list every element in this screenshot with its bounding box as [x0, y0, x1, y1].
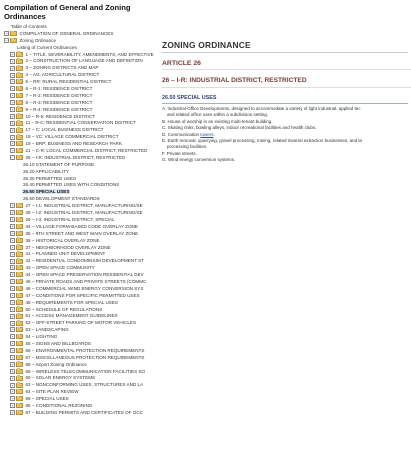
toc-item-label: 18 – VC: VILLAGE COMMERCIAL DISTRICT: [25, 134, 119, 140]
folder-icon: [16, 252, 23, 257]
expand-icon: [16, 190, 21, 195]
toc-item-label: 47 – CONDITIONS FOR SPECIFIC PERMITTED USES: [25, 292, 140, 298]
toc-item-label: 41 – PLANNED UNIT DEVELOPMENT: [25, 251, 106, 257]
expand-icon[interactable]: +: [11, 382, 14, 388]
toc-item[interactable]: [4, 341, 156, 348]
toc-item[interactable]: [4, 265, 156, 272]
toc-item[interactable]: [4, 300, 156, 307]
toc-item[interactable]: [4, 24, 156, 31]
expand-icon[interactable]: +: [11, 106, 14, 112]
toc-item-label: COMPILATION OF GENERAL ORDINANCES: [19, 30, 114, 36]
expand-icon[interactable]: +: [11, 396, 14, 402]
toc-item[interactable]: [4, 31, 156, 38]
toc-item[interactable]: [4, 362, 156, 369]
toc-item[interactable]: [4, 72, 156, 79]
toc-item[interactable]: [4, 107, 156, 114]
expand-icon: [4, 24, 9, 29]
toc-item-label: 45 – PRIVATE ROADS AND PRIVATE STREETS (COMMC: [25, 278, 147, 284]
expand-icon[interactable]: +: [11, 127, 14, 133]
expand-icon[interactable]: +: [11, 327, 14, 333]
toc-item[interactable]: [4, 272, 156, 279]
toc-item-label: 42 – RESIDENTIAL CONDOMINIUM DEVELOPMENT ST: [25, 258, 144, 264]
toc-item-label: 29 – I-3: INDUSTRIAL DISTRICT, SPECIAL: [25, 216, 115, 222]
expand-icon[interactable]: +: [11, 113, 14, 119]
toc-item[interactable]: [4, 79, 156, 86]
expand-icon[interactable]: +: [11, 389, 14, 395]
toc-item-label: 6 – R-1: RESIDENCE DISTRICT: [25, 86, 93, 92]
folder-icon: [16, 93, 23, 98]
expand-icon[interactable]: +: [11, 65, 14, 71]
toc-item[interactable]: [4, 65, 156, 72]
expand-icon[interactable]: +: [11, 279, 14, 285]
toc-item-label: 59 – WIRELESS TELECOMMUNICATION FACILITIES SO: [25, 368, 146, 374]
expand-icon: [16, 197, 21, 202]
folder-icon: [16, 148, 23, 153]
toc-item-label: 60 – SOLAR ENERGY SYSTEMS: [25, 375, 96, 381]
expand-icon: [16, 183, 21, 188]
folder-icon: [16, 272, 23, 277]
toc-item-label: 10 – R-5: RESIDENCE DISTRICT: [25, 113, 95, 119]
toc-item[interactable]: [4, 258, 156, 265]
subsection-heading: 26.50 SPECIAL USES: [162, 95, 408, 104]
expand-icon[interactable]: +: [11, 341, 14, 347]
toc-item-label: Table of Contents: [11, 24, 47, 29]
document-page: [162, 40, 411, 164]
toc-item-label: 27 – I-1: INDUSTRIAL DISTRICT, MANUFACTURING/SE: [25, 203, 143, 209]
folder-icon: [16, 279, 23, 284]
folder-icon: [16, 396, 23, 401]
expand-icon[interactable]: +: [11, 306, 14, 312]
toc-item[interactable]: [4, 169, 156, 176]
folder-icon: [16, 238, 23, 243]
folder-icon: [16, 52, 23, 57]
toc-item-label: 43 – OPEN SPACE COMMUNITY: [25, 265, 95, 271]
toc-item-label: 34 – VILLAGE FORM-BASED CODE OVERLAY ZONE: [25, 223, 138, 229]
toc-item[interactable]: [4, 286, 156, 293]
toc-item[interactable]: [4, 114, 156, 121]
special-use-text: E. Earth removal, quarrying, gravel processing, mining, related mineral extraction businesses, and la: [162, 138, 362, 144]
toc-item-label: 11 – R-C: RESIDENTIAL CONSERVATION DISTRICT: [25, 120, 136, 126]
toc-item-label: 55 – SIGNS AND BILLBOARDS: [25, 340, 91, 346]
folder-icon: [16, 321, 23, 326]
toc-item[interactable]: [4, 217, 156, 224]
special-use-text-end: .: [213, 131, 215, 137]
toc-item[interactable]: [4, 134, 156, 141]
folder-icon: [16, 135, 23, 140]
toc-item-label: 9 – R-4: RESIDENCE DISTRICT: [25, 106, 93, 112]
toc-item[interactable]: [4, 127, 156, 134]
expand-icon[interactable]: +: [11, 299, 14, 305]
folder-icon: [16, 217, 23, 222]
toc-item-label: 26.60 DEVELOPMENT STANDARDS: [23, 196, 100, 202]
section-heading: 26 – I-R: INDUSTRIAL DISTRICT, RESTRICTED: [162, 77, 411, 88]
expand-icon[interactable]: +: [11, 231, 14, 236]
special-use-item: [162, 106, 411, 119]
expand-icon[interactable]: +: [11, 368, 14, 374]
toc-item-label: 7 – R-2: RESIDENCE DISTRICT: [25, 92, 93, 98]
expand-icon[interactable]: +: [11, 58, 14, 64]
toc-item-label: 50 – SCHEDULE OF REGULATIONS: [25, 306, 103, 312]
toc-item[interactable]: [4, 93, 156, 100]
folder-icon: [16, 210, 23, 215]
folder-icon: [16, 403, 23, 408]
toc-item-label: 1 – TITLE, SEVERABILITY, AMENDMENTS, AND EFFECTIVE: [25, 51, 154, 57]
folder-icon: [16, 231, 23, 236]
toc-item-label: 66 – CONDITIONAL REZONING: [25, 402, 93, 408]
expand-icon[interactable]: +: [11, 134, 14, 140]
expand-icon[interactable]: +: [11, 403, 14, 409]
toc-item-label: Listing of Current Ordinances: [17, 44, 77, 50]
expand-icon[interactable]: +: [11, 251, 14, 257]
toc-item-label: 28 – I-2: INDUSTRIAL DISTRICT, MANUFACTURING/SE: [25, 210, 143, 216]
folder-icon: [16, 314, 23, 319]
toc-item-label: 58 – Airport Zoning Ordinance: [25, 361, 87, 367]
toc-item[interactable]: [4, 279, 156, 286]
folder-icon: [16, 362, 23, 367]
toc-item[interactable]: [4, 182, 156, 189]
toc-item-label: 17 – C: LOCAL BUSINESS DISTRICT: [25, 127, 104, 133]
expand-icon[interactable]: +: [11, 286, 14, 292]
toc-item[interactable]: [4, 382, 156, 389]
toc-item-label: 64 – SITE PLAN REVIEW: [25, 389, 79, 395]
special-use-text: D. Communication: [162, 131, 201, 137]
folder-icon: [16, 79, 23, 84]
toc-item[interactable]: [4, 313, 156, 320]
folder-icon: [16, 203, 23, 208]
folder-icon: [16, 286, 23, 291]
toc-item-label: 26.30 PERMITTED USES: [23, 175, 77, 181]
article-heading: ARTICLE 26: [162, 60, 411, 70]
toc-item-label: 26 – I-R: INDUSTRIAL DISTRICT, RESTRICTED: [25, 154, 126, 160]
collapse-icon[interactable]: −: [11, 155, 14, 161]
folder-icon: [16, 348, 23, 353]
toc-item[interactable]: [4, 52, 156, 59]
toc-item[interactable]: [4, 162, 156, 169]
toc-item-label: 4 – AG: AGRICULTURAL DISTRICT: [25, 72, 100, 78]
folder-icon: [16, 265, 23, 270]
ordinance-heading: ZONING ORDINANCE: [162, 40, 408, 53]
expand-icon[interactable]: +: [11, 320, 14, 326]
folder-icon: [16, 383, 23, 388]
toc-item[interactable]: [4, 327, 156, 334]
toc-item[interactable]: [4, 203, 156, 210]
toc-item[interactable]: [4, 189, 156, 196]
expand-icon: [16, 162, 21, 167]
expand-icon[interactable]: +: [11, 72, 14, 78]
folder-icon: [16, 259, 23, 264]
toc-item[interactable]: [4, 396, 156, 403]
expand-icon[interactable]: +: [11, 334, 14, 340]
special-use-text: F. Private streets.: [162, 150, 197, 156]
expand-icon[interactable]: +: [11, 361, 14, 367]
folder-icon: [10, 38, 17, 43]
folder-icon: [16, 128, 23, 133]
expand-icon[interactable]: +: [11, 272, 14, 278]
folder-icon: [16, 334, 23, 339]
folder-icon: [16, 100, 23, 105]
toc-item[interactable]: [4, 38, 156, 45]
expand-icon[interactable]: +: [11, 258, 14, 264]
toc-item-label: 46 – COMMERCIAL WIND ENERGY CONVERSION SYS: [25, 285, 144, 291]
toc-item[interactable]: [4, 348, 156, 355]
expand-icon[interactable]: +: [11, 120, 14, 126]
folder-icon: [16, 107, 23, 112]
toc-item[interactable]: [4, 369, 156, 376]
toc-item[interactable]: [4, 251, 156, 258]
expand-icon[interactable]: +: [11, 93, 14, 99]
toc-item-label: 44 – OPEN SPACE PRESERVATION RESIDENTIAL DEV: [25, 272, 144, 278]
toc-tree[interactable]: [4, 24, 156, 450]
folder-icon: [16, 73, 23, 78]
special-uses-list: [162, 106, 411, 164]
folder-icon: [16, 355, 23, 360]
expand-icon[interactable]: +: [11, 141, 14, 147]
toc-item[interactable]: [4, 224, 156, 231]
expand-icon[interactable]: +: [11, 293, 14, 299]
expand-icon[interactable]: +: [11, 313, 14, 319]
folder-icon: [16, 293, 23, 298]
toc-item-label: 67 – BUILDING PERMITS AND CERTIFICATES OF OCC: [25, 409, 144, 415]
expand-icon[interactable]: +: [11, 217, 14, 223]
toc-item[interactable]: [4, 120, 156, 127]
special-use-text: G. Wind energy conversion systems.: [162, 157, 236, 163]
folder-icon: [16, 369, 23, 374]
expand-icon[interactable]: +: [11, 224, 14, 230]
toc-item[interactable]: [4, 375, 156, 382]
toc-item-label: 53 – LANDSCAPING: [25, 327, 69, 333]
expand-icon[interactable]: +: [5, 31, 8, 37]
toc-item-label: 26.20 APPLICABILITY: [23, 168, 69, 174]
toc-item-label: 5 – RR: RURAL RESIDENTIAL DISTRICT: [25, 79, 112, 85]
folder-icon: [16, 300, 23, 305]
expand-icon[interactable]: +: [11, 79, 14, 85]
folder-icon: [16, 245, 23, 250]
toc-item[interactable]: [4, 100, 156, 107]
expand-icon[interactable]: +: [11, 237, 14, 243]
toc-item[interactable]: [4, 238, 156, 245]
folder-icon: [16, 389, 23, 394]
expand-icon[interactable]: +: [11, 375, 14, 381]
toc-item-label: 8 – R-3: RESIDENCE DISTRICT: [25, 99, 93, 105]
folder-icon: [16, 341, 23, 346]
toc-item-label: 51 – ACCESS MANAGEMENT GUIDELINES: [25, 313, 118, 319]
toc-item[interactable]: [4, 245, 156, 252]
folder-icon: [16, 121, 23, 126]
toc-item[interactable]: [4, 58, 156, 65]
toc-item[interactable]: [4, 334, 156, 341]
folder-icon: [10, 31, 17, 36]
collapse-icon[interactable]: −: [5, 38, 8, 44]
folder-icon: [16, 376, 23, 381]
folder-icon: [16, 59, 23, 64]
toc-item-label: 54 – LIGHTING: [25, 334, 58, 340]
expand-icon[interactable]: +: [11, 148, 14, 154]
toc-item[interactable]: [4, 86, 156, 93]
expand-icon: [10, 45, 15, 50]
toc-item-label: 37 – NEIGHBORHOOD OVERLAY ZONE: [25, 244, 111, 250]
expand-icon: [16, 169, 21, 174]
special-use-link[interactable]: towers: [200, 131, 214, 137]
expand-icon[interactable]: +: [11, 265, 14, 271]
toc-item[interactable]: [4, 231, 156, 238]
toc-item[interactable]: [4, 45, 156, 52]
expand-icon[interactable]: +: [11, 410, 14, 416]
expand-icon[interactable]: +: [11, 210, 14, 216]
toc-item-label: 35 – 9TH STREET AND WEST MAIN OVERLAY ZONE: [25, 230, 139, 236]
toc-item[interactable]: [4, 403, 156, 410]
toc-item[interactable]: [4, 155, 156, 162]
toc-item-label: 57 – MISCELLANEOUS PROTECTION REQUIREMENTS: [25, 354, 145, 360]
folder-icon: [16, 155, 23, 160]
toc-item-label: 56 – ENVIRONMENTAL PROTECTION REQUIREMENTS: [25, 347, 145, 353]
expand-icon: [16, 176, 21, 181]
expand-icon[interactable]: +: [11, 100, 14, 106]
toc-item-label: 63 – NONCONFORMING USES, STRUCTURES AND LA: [25, 382, 144, 388]
folder-icon: [16, 410, 23, 415]
toc-item-label: 21 – C-R: LOCAL COMMERCIAL DISTRICT, RESTRICTED: [25, 148, 148, 154]
toc-item[interactable]: [4, 148, 156, 155]
special-use-item: [162, 138, 411, 151]
expand-icon[interactable]: +: [11, 348, 14, 354]
toc-item-label: 3 – ZONING DISTRICTS AND MAP: [25, 65, 99, 71]
toc-item-label: Zoning Ordinance: [19, 37, 57, 43]
expand-icon[interactable]: +: [11, 355, 14, 361]
toc-item-label: 2 – CONSTRUCTION OF LANGUAGE AND DEFINITION: [25, 58, 143, 64]
toc-item[interactable]: [4, 196, 156, 203]
special-use-text: B. House of worship in an existing multi-tenant building.: [162, 118, 273, 124]
special-use-text: C. Skating rinks, bowling alleys, indoor recreational facilities and health clubs.: [162, 125, 317, 131]
toc-item[interactable]: [4, 307, 156, 314]
toc-item-label: 65 – SPECIAL USES: [25, 396, 69, 402]
toc-item[interactable]: [4, 355, 156, 362]
toc-item-label: 26.40 PERMITTED USES WITH CONDITIONS: [23, 182, 120, 188]
folder-icon: [16, 224, 23, 229]
toc-item-label: 19 – BRP: BUSINESS AND RESEARCH PARK: [25, 141, 122, 147]
toc-item-label: 26.50 SPECIAL USES: [23, 189, 70, 195]
toc-item[interactable]: [4, 410, 156, 417]
folder-icon: [16, 114, 23, 119]
toc-item[interactable]: [4, 293, 156, 300]
toc-item[interactable]: [4, 141, 156, 148]
toc-item-label: 48 – REQUIREMENTS FOR SPECIAL USES: [25, 299, 118, 305]
toc-item[interactable]: [4, 176, 156, 183]
toc-item[interactable]: [4, 389, 156, 396]
toc-item[interactable]: [4, 210, 156, 217]
toc-item-label: 26.10 STATEMENT OF PURPOSE: [23, 161, 95, 167]
expand-icon[interactable]: +: [11, 244, 14, 250]
toc-title: Compilation of General and Zoning Ordinances: [4, 3, 131, 21]
expand-icon[interactable]: +: [11, 51, 14, 57]
folder-icon: [16, 307, 23, 312]
expand-icon[interactable]: +: [11, 203, 14, 209]
special-use-continuation: processing facilities.: [167, 144, 208, 150]
folder-icon: [16, 86, 23, 91]
special-use-continuation: and related office uses within a subdivision setting.: [167, 112, 268, 118]
toc-item[interactable]: [4, 320, 156, 327]
toc-item-label: 36 – HISTORICAL OVERLAY ZONE: [25, 237, 100, 243]
folder-icon: [16, 141, 23, 146]
expand-icon[interactable]: +: [11, 86, 14, 92]
special-use-text: A. Industrial-Office Developments, designed to accommodate a variety of light industrial, applied tec: [162, 106, 361, 111]
toc-item-label: 52 – OFF-STREET PARKING OF MOTOR VEHICLES: [25, 320, 137, 326]
folder-icon: [16, 327, 23, 332]
folder-icon: [16, 66, 23, 71]
special-use-item: [162, 157, 411, 163]
